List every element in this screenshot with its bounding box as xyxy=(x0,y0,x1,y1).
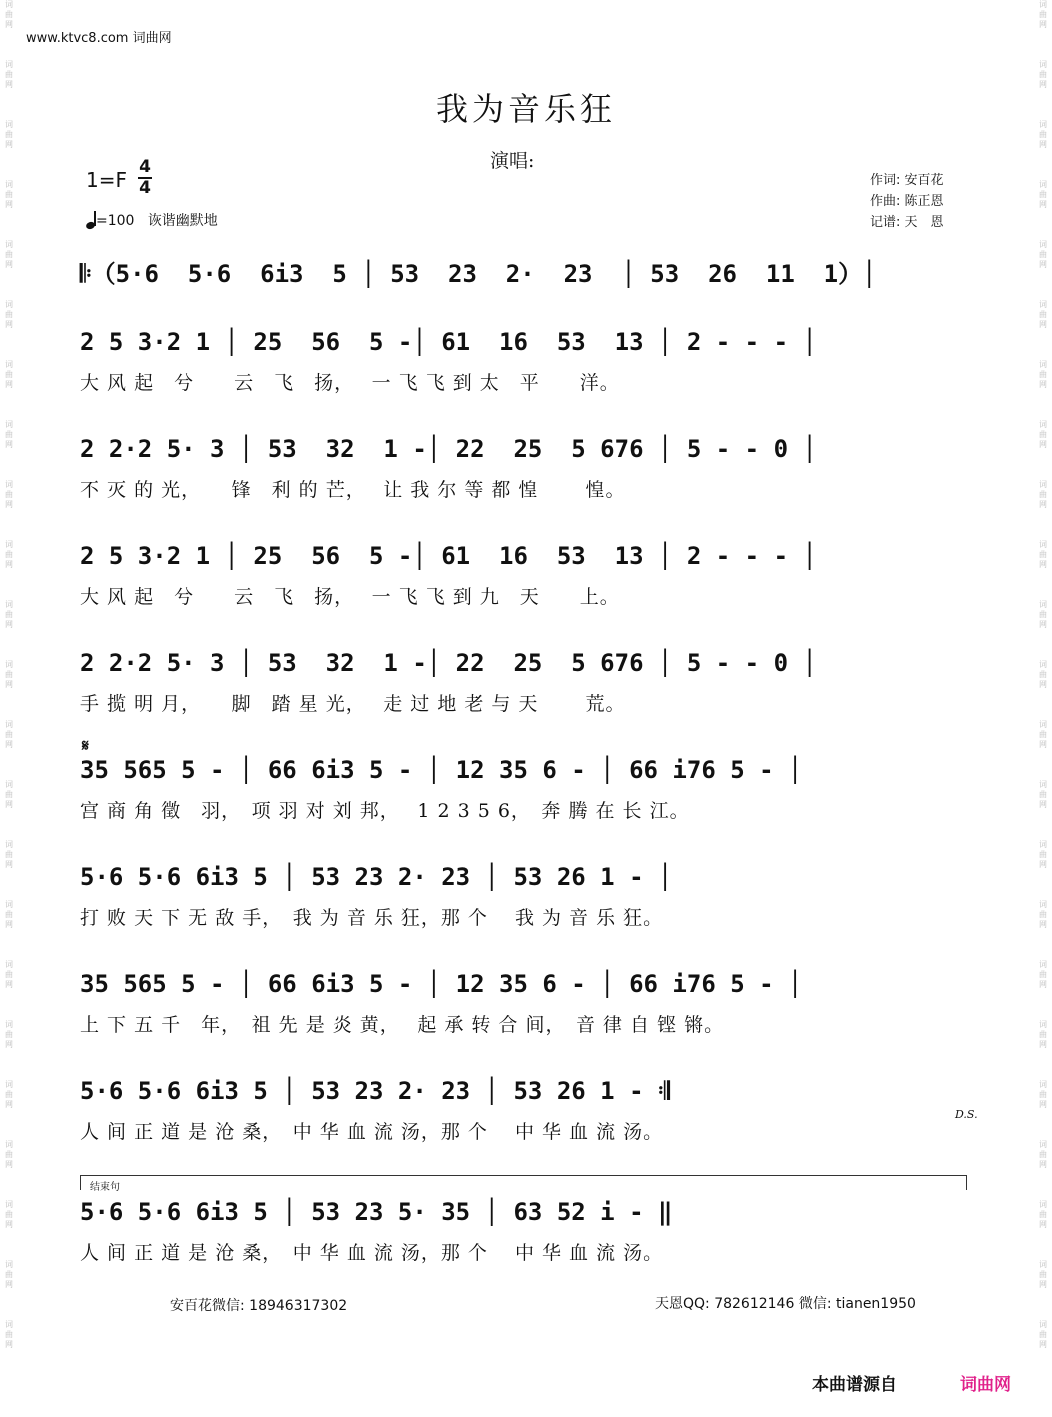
composer: 作曲: 陈正恩 xyxy=(870,194,944,209)
system-4-lyrics: 大 风 起 兮 云 飞 扬， 一 飞 飞 到 九 天 上。 xyxy=(80,586,620,608)
song-title: 我为音乐狂 xyxy=(435,90,616,128)
side-mark: 词 曲 网 xyxy=(1039,240,1047,269)
transcriber: 记谱: 天 恩 xyxy=(870,215,944,230)
system-3-lyrics: 不 灭 的 光， 锋 利 的 芒， 让 我 尔 等 都 惶 惶。 xyxy=(80,479,626,501)
side-mark: 词 曲 网 xyxy=(1039,180,1047,209)
side-mark: 词 曲 网 xyxy=(5,1200,13,1229)
side-mark: 词 曲 网 xyxy=(1039,900,1047,929)
system-5-lyrics: 手 揽 明 月， 脚 踏 星 光， 走 过 地 老 与 天 荒。 xyxy=(80,693,626,715)
side-mark: 词 曲 网 xyxy=(5,1260,13,1289)
system-6-notes: 35 565 5 - │ 66 6i3 5 - │ 12 35 6 - │ 66 i76 5 - │ xyxy=(80,756,803,784)
side-mark: 词 曲 网 xyxy=(5,1320,13,1349)
side-mark: 词 曲 网 xyxy=(5,1080,13,1109)
side-mark: 词 曲 网 xyxy=(1039,1080,1047,1109)
side-mark: 词 曲 网 xyxy=(5,780,13,809)
system-10-notes: 5·6 5·6 6i3 5 │ 53 23 5· 35 │ 63 52 i - ‖ xyxy=(80,1198,673,1226)
credits xyxy=(870,170,944,233)
system-9-lyrics: 人 间 正 道 是 沧 桑， 中 华 血 流 汤，那 个 中 华 血 流 汤。 xyxy=(80,1121,664,1143)
side-mark: 词 曲 网 xyxy=(5,420,13,449)
side-mark: 词 曲 网 xyxy=(1039,360,1047,389)
side-mark: 词 曲 网 xyxy=(5,960,13,989)
side-mark: 词 曲 网 xyxy=(5,540,13,569)
side-mark: 词 曲 网 xyxy=(5,360,13,389)
side-mark: 词 曲 网 xyxy=(5,300,13,329)
contact-wechat-an: 安百花微信: 18946317302 xyxy=(170,1298,348,1314)
side-mark: 词 曲 网 xyxy=(1039,300,1047,329)
source-label: 本曲谱源自 xyxy=(812,1375,897,1395)
tempo-marking xyxy=(86,210,218,230)
mood-text: 诙谐幽默地 xyxy=(147,213,218,229)
ending-bracket xyxy=(80,1175,967,1190)
system-2-lyrics: 大 风 起 兮 云 飞 扬， 一 飞 飞 到 太 平 洋。 xyxy=(80,372,620,394)
side-mark: 词 曲 网 xyxy=(5,1020,13,1049)
side-watermark-right xyxy=(1036,0,1050,1417)
side-mark: 词 曲 网 xyxy=(1039,1200,1047,1229)
system-7-notes: 5·6 5·6 6i3 5 │ 53 23 2· 23 │ 53 26 1 - │ xyxy=(80,863,673,891)
system-7-lyrics: 打 败 天 下 无 敌 手， 我 为 音 乐 狂，那 个 我 为 音 乐 狂。 xyxy=(80,907,664,929)
side-mark: 词 曲 网 xyxy=(1039,540,1047,569)
side-mark: 词 曲 网 xyxy=(1039,1320,1047,1349)
lyricist: 作词: 安百花 xyxy=(870,173,944,188)
side-watermark-left xyxy=(2,0,16,1417)
side-mark: 词 曲 网 xyxy=(5,240,13,269)
side-mark: 词 曲 网 xyxy=(5,600,13,629)
site-watermark: www.ktvc8.com 词曲网 xyxy=(26,31,172,46)
system-9-notes: 5·6 5·6 6i3 5 │ 53 23 2· 23 │ 53 26 1 - 𝄇 xyxy=(80,1077,670,1105)
system-1-notes: 𝄆（5·6 5·6 6i3 5 │ 53 23 2· 23 │ 53 26 11 1）│ xyxy=(80,260,877,288)
system-8-notes: 35 565 5 - │ 66 6i3 5 - │ 12 35 6 - │ 66 i76 5 - │ xyxy=(80,970,803,998)
side-mark: 词 曲 网 xyxy=(5,660,13,689)
quarter-note-icon xyxy=(86,211,96,229)
side-mark: 词 曲 网 xyxy=(1039,960,1047,989)
contact-tianen: 天恩QQ: 782612146 微信: tianen1950 xyxy=(655,1296,916,1312)
side-mark: 词 曲 网 xyxy=(5,900,13,929)
time-bottom: 4 xyxy=(139,178,151,198)
ending-label: 结束句 xyxy=(90,1182,120,1193)
side-mark: 词 曲 网 xyxy=(5,0,13,29)
tempo-value: =100 xyxy=(96,213,135,229)
side-mark: 词 曲 网 xyxy=(5,1140,13,1169)
side-mark: 词 曲 网 xyxy=(1039,60,1047,89)
key-signature: 1=F xyxy=(86,168,127,192)
side-mark: 词 曲 网 xyxy=(5,840,13,869)
system-8-lyrics: 上 下 五 千 年， 祖 先 是 炎 黄， 起 承 转 合 间， 音 律 自 铿 锵。 xyxy=(80,1014,725,1036)
segno-sign: 𝄋 xyxy=(82,736,89,755)
side-mark: 词 曲 网 xyxy=(5,180,13,209)
time-signature xyxy=(138,158,152,198)
side-mark: 词 曲 网 xyxy=(1039,1020,1047,1049)
side-mark: 词 曲 网 xyxy=(5,120,13,149)
side-mark: 词 曲 网 xyxy=(5,720,13,749)
side-mark: 词 曲 网 xyxy=(1039,720,1047,749)
side-mark: 词 曲 网 xyxy=(1039,600,1047,629)
side-mark: 词 曲 网 xyxy=(5,480,13,509)
side-mark: 词 曲 网 xyxy=(1039,780,1047,809)
side-mark: 词 曲 网 xyxy=(1039,1260,1047,1289)
side-mark: 词 曲 网 xyxy=(1039,420,1047,449)
time-top: 4 xyxy=(139,157,151,177)
system-2-notes: 2 5 3·2 1 │ 25 56 5 -│ 61 16 53 13 │ 2 - - - │ xyxy=(80,328,817,356)
system-3-notes: 2 2·2 5· 3 │ 53 32 1 -│ 22 25 5 676 │ 5 - - 0 │ xyxy=(80,435,817,463)
system-4-notes: 2 5 3·2 1 │ 25 56 5 -│ 61 16 53 13 │ 2 - - - │ xyxy=(80,542,817,570)
side-mark: 词 曲 网 xyxy=(1039,660,1047,689)
source-brand-link[interactable]: 词曲网 xyxy=(960,1375,1011,1395)
side-mark: 词 曲 网 xyxy=(1039,840,1047,869)
ds-marking: D.S. xyxy=(955,1108,978,1121)
side-mark: 词 曲 网 xyxy=(1039,0,1047,29)
side-mark: 词 曲 网 xyxy=(1039,1140,1047,1169)
system-10-lyrics: 人 间 正 道 是 沧 桑， 中 华 血 流 汤，那 个 中 华 血 流 汤。 xyxy=(80,1242,664,1264)
system-5-notes: 2 2·2 5· 3 │ 53 32 1 -│ 22 25 5 676 │ 5 - - 0 │ xyxy=(80,649,817,677)
system-6-lyrics: 宫 商 角 徵 羽， 项 羽 对 刘 邦， 1 2 3 5 6， 奔 腾 在 长 江。 xyxy=(80,800,690,822)
side-mark: 词 曲 网 xyxy=(5,60,13,89)
side-mark: 词 曲 网 xyxy=(1039,120,1047,149)
singer-label: 演唱: xyxy=(490,150,535,172)
side-mark: 词 曲 网 xyxy=(1039,480,1047,509)
